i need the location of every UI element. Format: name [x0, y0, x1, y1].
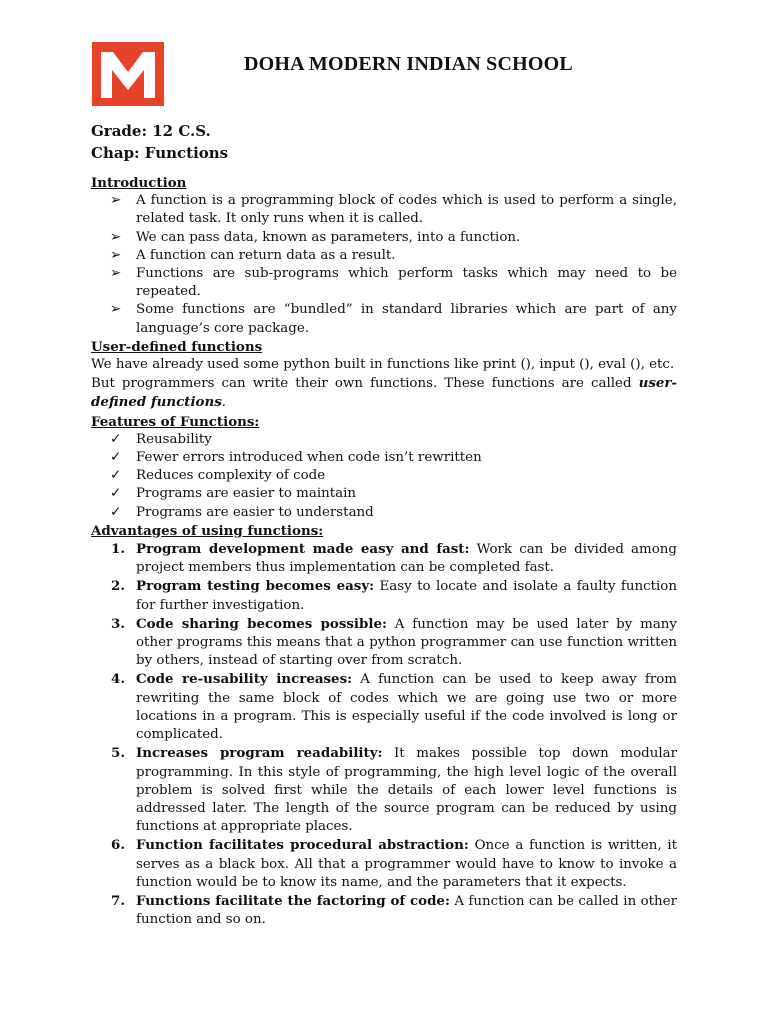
- list-item: ➢ We can pass data, known as parameters, into a function.: [91, 229, 677, 247]
- user-defined-line2: But programmers can write their own functions. These functions are called user-defined functions.: [91, 375, 677, 411]
- user-defined-emphasis: user-defined functions: [91, 375, 677, 411]
- features-list: [91, 431, 677, 522]
- list-item: 4. Code re-usability increases: A function can be used to keep away from rewriting the same block of codes which we are going use two or more locations in a program. This is especially useful if the code involved is long or complicated.: [111, 671, 677, 743]
- grade-label: Grade: 12 C.S.: [91, 122, 211, 140]
- item-lead: Code sharing becomes possible:: [136, 615, 387, 632]
- list-item: 7. Functions facilitate the factoring of code: A function can be called in other function and so on.: [111, 892, 678, 928]
- item-lead: Increases program readability:: [136, 745, 383, 762]
- user-defined-line1: We have already used some python built in functions like print (), input (), eval (), etc.: [91, 357, 675, 373]
- item-lead: Program testing becomes easy:: [136, 578, 375, 595]
- advantages-heading: Advantages of using functions:: [91, 522, 324, 539]
- user-defined-heading: User-defined functions: [91, 338, 263, 355]
- advantages-list: [91, 540, 677, 929]
- m-logo-icon: [92, 42, 164, 106]
- item-number: 2.: [111, 578, 125, 595]
- list-item: ➢ A function is a programming block of codes which is used to perform a single, related task. It only runs when it is called.: [110, 193, 677, 227]
- check-bullet-icon: ✓: [110, 431, 122, 447]
- document-meta: [91, 120, 228, 164]
- list-item: 1. Program development made easy and fast: Work can be divided among project members thus implementation can be completed fast.: [111, 541, 677, 576]
- check-bullet-icon: ✓: [110, 450, 122, 466]
- list-item: ➢ Functions are sub-programs which perform tasks which may need to be repeated.: [110, 266, 677, 300]
- item-lead: Program development made easy and fast:: [136, 541, 470, 558]
- check-bullet-icon: ✓: [110, 504, 122, 520]
- chapter-label: Chap: Functions: [91, 144, 229, 162]
- list-item: ✓ Programs are easier to maintain: [91, 485, 677, 503]
- arrow-bullet-icon: ➢: [110, 266, 122, 282]
- m-logo-graphic: [92, 42, 164, 106]
- school-name: DOHA MODERN INDIAN SCHOOL: [244, 53, 573, 75]
- list-item: ✓ Reduces complexity of code: [91, 467, 677, 485]
- introduction-list: [91, 192, 677, 338]
- document-body: [91, 174, 677, 929]
- item-number: 1.: [111, 541, 125, 558]
- list-item: 6. Function facilitates procedural abstraction: Once a function is written, it serves as a black box. All that a programmer would have to know to invoke a function would be to know its name, and the parameters that it expects.: [111, 837, 678, 890]
- item-number: 4.: [111, 671, 125, 688]
- item-lead: Function facilitates procedural abstraction:: [136, 837, 469, 854]
- arrow-bullet-icon: ➢: [110, 193, 122, 209]
- list-item: ➢ Some functions are “bundled” in standard libraries which are part of any language’s core package.: [110, 302, 677, 336]
- item-number: 6.: [111, 837, 125, 854]
- item-number: 7.: [111, 892, 125, 909]
- list-item: 5. Increases program readability: It makes possible top down modular programming. In this style of programming, the high level logic of the overall problem is solved first while the details of each lower level functions is addressed later. The length of the source program can be reduced by using functions at appropriate places.: [111, 745, 677, 835]
- features-heading: Features of Functions:: [91, 413, 260, 430]
- item-lead: Code re-usability increases:: [136, 671, 353, 688]
- list-item: ✓ Programs are easier to understand: [91, 504, 677, 522]
- arrow-bullet-icon: ➢: [110, 302, 122, 318]
- list-item: ✓ Fewer errors introduced when code isn’t rewritten: [91, 449, 677, 467]
- list-item: 3. Code sharing becomes possible: A function may be used later by many other programs this means that a python programmer can use function written by others, instead of starting over from scratch.: [111, 615, 677, 669]
- check-bullet-icon: ✓: [110, 468, 122, 484]
- item-number: 3.: [111, 615, 125, 632]
- item-number: 5.: [111, 745, 125, 762]
- arrow-bullet-icon: ➢: [110, 229, 122, 245]
- list-item: 2. Program testing becomes easy: Easy to locate and isolate a faulty function for further investigation.: [111, 578, 677, 613]
- list-item: ➢ A function can return data as a result.: [91, 247, 677, 265]
- item-lead: Functions facilitate the factoring of code:: [136, 892, 450, 909]
- check-bullet-icon: ✓: [110, 486, 122, 502]
- introduction-heading: Introduction: [91, 175, 187, 191]
- list-item: ✓ Reusability: [91, 431, 677, 449]
- arrow-bullet-icon: ➢: [110, 247, 122, 263]
